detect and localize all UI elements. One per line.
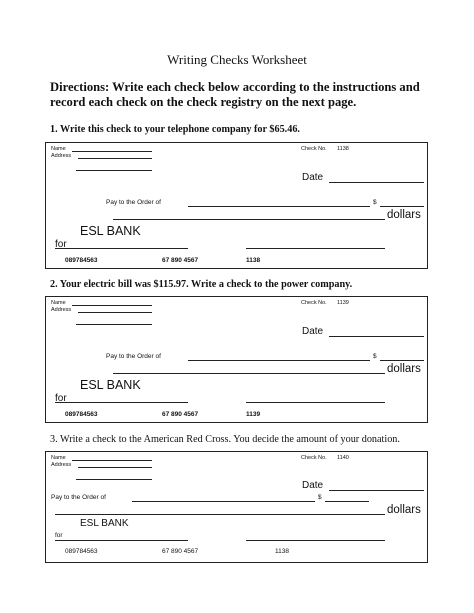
question-1: 1. Write this check to your telephone company for $65.46. <box>50 124 300 135</box>
dollars-label: dollars <box>387 504 421 516</box>
address-field[interactable] <box>78 467 152 468</box>
address-field[interactable] <box>78 312 152 313</box>
account-number: 67 890 4567 <box>162 548 199 555</box>
payee-field[interactable] <box>132 501 315 502</box>
date-field[interactable] <box>329 182 424 183</box>
check-no-label: Check No. <box>301 146 327 152</box>
check-number: 1140 <box>337 455 349 461</box>
signature-field[interactable] <box>246 402 385 403</box>
account-number: 67 890 4567 <box>162 257 199 264</box>
bank-name: ESL BANK <box>80 518 129 529</box>
pay-to-label: Pay to the Order of <box>51 494 106 501</box>
question-2: 2. Your electric bill was $115.97. Write a check to the power company. <box>50 279 353 290</box>
name-field[interactable] <box>72 305 152 306</box>
date-label: Date <box>302 172 324 183</box>
payee-field[interactable] <box>188 360 370 361</box>
amount-words-field[interactable] <box>113 373 385 374</box>
directions-line-1: Directions: Write each check below according to the instructions and <box>50 80 420 94</box>
check-code: 1139 <box>246 411 261 418</box>
date-field[interactable] <box>329 490 424 491</box>
pay-to-label: Pay to the Order of <box>106 353 161 360</box>
amount-words-field[interactable] <box>55 514 385 515</box>
check-code: 1138 <box>275 548 289 555</box>
name-field[interactable] <box>72 460 152 461</box>
address-label: Address <box>51 307 72 313</box>
routing-number: 089784563 <box>65 411 98 418</box>
address-label: Address <box>51 153 72 159</box>
address-field-2[interactable] <box>76 170 152 171</box>
directions-line-2: record each check on the check registry on the next page. <box>50 95 357 109</box>
for-label: for <box>55 532 63 539</box>
payee-field[interactable] <box>188 206 370 207</box>
date-label: Date <box>302 326 324 337</box>
address-field-2[interactable] <box>76 479 152 480</box>
amount-field[interactable] <box>380 206 424 207</box>
address-label: Address <box>51 462 72 468</box>
dollars-label: dollars <box>387 209 421 221</box>
date-label: Date <box>302 480 324 491</box>
dollar-sign: $ <box>373 353 377 360</box>
dollar-sign: $ <box>318 494 322 501</box>
date-field[interactable] <box>329 336 424 337</box>
signature-field[interactable] <box>246 540 385 541</box>
check-no-label: Check No. <box>301 455 327 461</box>
check-number: 1138 <box>337 146 349 152</box>
bank-name: ESL BANK <box>80 224 141 238</box>
for-label: for <box>55 393 67 404</box>
dollars-label: dollars <box>387 363 421 375</box>
name-label: Name <box>51 300 66 306</box>
routing-number: 089784563 <box>65 548 98 555</box>
worksheet-title: Writing Checks Worksheet <box>167 52 307 67</box>
pay-to-label: Pay to the Order of <box>106 199 161 206</box>
memo-field[interactable] <box>55 402 188 403</box>
check-code: 1138 <box>246 257 261 264</box>
directions <box>50 80 430 110</box>
routing-number: 089784563 <box>65 257 98 264</box>
account-number: 67 890 4567 <box>162 411 199 418</box>
address-field[interactable] <box>78 158 152 159</box>
name-label: Name <box>51 455 66 461</box>
amount-field[interactable] <box>380 360 424 361</box>
name-label: Name <box>51 146 66 152</box>
address-field-2[interactable] <box>76 324 152 325</box>
check-1 <box>45 142 428 269</box>
check-number: 1139 <box>337 300 349 306</box>
for-label: for <box>55 239 67 250</box>
check-no-label: Check No. <box>301 300 327 306</box>
check-3 <box>45 451 428 563</box>
question-3: 3. Write a check to the American Red Cross. You decide the amount of your donation. <box>50 434 400 445</box>
dollar-sign: $ <box>373 199 377 206</box>
signature-field[interactable] <box>246 248 385 249</box>
memo-field[interactable] <box>55 540 188 541</box>
name-field[interactable] <box>72 151 152 152</box>
amount-words-field[interactable] <box>113 219 385 220</box>
bank-name: ESL BANK <box>80 378 141 392</box>
memo-field[interactable] <box>55 248 188 249</box>
check-2 <box>45 296 428 423</box>
amount-field[interactable] <box>325 501 369 502</box>
